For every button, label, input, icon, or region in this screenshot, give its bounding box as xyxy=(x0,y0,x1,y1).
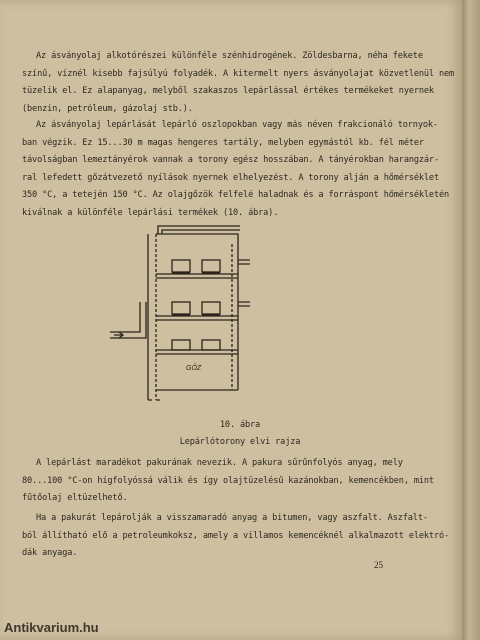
text-line: tüzelik el. Ez alapanyag, melyből szakaszos lepárlással értékes termékeket nyernek xyxy=(22,86,434,96)
text-line: Az ásványolaj alkotórészei különféle szénhidrogének. Zöldesbarna, néha fekete xyxy=(36,51,423,61)
paragraph xyxy=(22,510,450,563)
figure-number: 10. ábra xyxy=(219,420,261,430)
text-line: 350 °C, a tetején 150 °C. Az olajgőzök felfelé haladnak és a forráspont hőmérsékletén xyxy=(22,190,450,200)
text-line: Az ásványolaj lepárlását lepárló oszlopokban vagy más néven frakcionáló tornyok- xyxy=(36,120,438,130)
text-line: A lepárlást maradékot pakurának nevezik. A pakura sűrűnfolyós anyag, mely xyxy=(36,458,403,468)
text-line: fűtőolaj eltüzelhető. xyxy=(22,493,128,503)
paragraph xyxy=(22,455,434,508)
distillation-tower-diagram xyxy=(110,222,260,412)
text-line: ból állítható elő a petroleumkoksz, amely a villamos kemencéknél alkalmazott elektró- xyxy=(22,530,450,541)
text-line: ban végzik. Ez 15...30 m magas hengeres tartály, melyben egymástól kb. fél méter xyxy=(22,137,424,148)
text-line: színű, víznél kisebb fajsúlyú folyadék. A kitermelt nyers ásványolajat közvetlenül nem xyxy=(22,68,455,79)
watermark: Antikvarium.hu xyxy=(4,620,99,635)
text-line: dák anyaga. xyxy=(22,548,78,558)
figure-inner-label: GŐZ xyxy=(186,365,202,372)
paragraph xyxy=(22,117,450,222)
text-line: 80...100 °C-on hígfolyóssá válik és így olajtüzelésű kazánokban, kemencékben, mint xyxy=(22,475,434,486)
figure-caption: Lepárlótorony elvi rajza xyxy=(179,437,301,447)
text-line: kiválnak a különféle lepárlási termékek (10. ábra). xyxy=(22,207,279,218)
text-line: (benzin, petróleum, gázolaj stb.). xyxy=(22,103,193,114)
text-line: ral lefedett gőzátvezető nyílások nyernek elhelyezést. A torony alján a hőmérséklet xyxy=(22,172,439,183)
text-line: Ha a pakurát lepárolják a visszamaradó anyag a bitumen, vagy aszfalt. Aszfalt- xyxy=(36,513,428,523)
paragraph xyxy=(22,48,455,118)
page-number: 25 xyxy=(374,560,383,570)
text-line: távolságban lemeztányérok vannak a torony egész hosszában. A tányérokban harangzár- xyxy=(22,155,439,165)
page-edge xyxy=(462,0,480,640)
